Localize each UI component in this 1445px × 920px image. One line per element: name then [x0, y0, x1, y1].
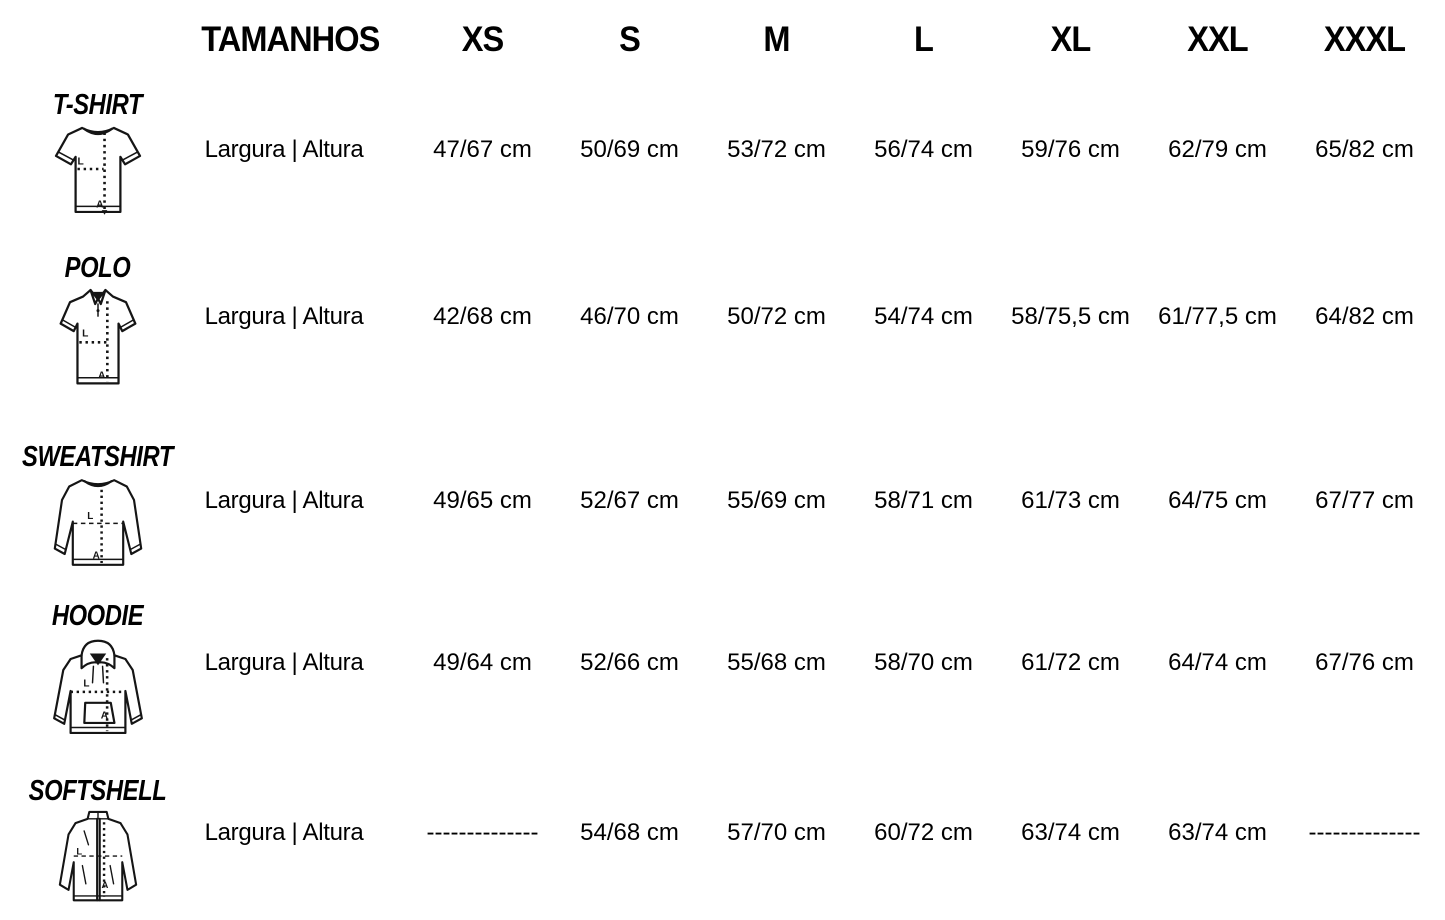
width-letter: L — [81, 328, 88, 340]
product-cell-polo — [0, 245, 195, 391]
hoodie-xxxl: 67/76 cm — [1315, 649, 1414, 676]
product-name-sweatshirt: SWEATSHIRT — [22, 441, 173, 473]
tshirt-l: 56/74 cm — [874, 136, 973, 163]
polo-m: 50/72 cm — [727, 303, 826, 330]
sweatshirt-icon — [44, 473, 152, 572]
product-name-polo: POLO — [64, 252, 131, 284]
hoodie-xl: 61/72 cm — [1021, 649, 1120, 676]
product-cell-softshell — [0, 760, 195, 910]
polo-xxxl: 64/82 cm — [1315, 303, 1414, 330]
tshirt-xs: 47/67 cm — [433, 136, 532, 163]
header-size-xl: XL — [1050, 20, 1091, 59]
table-row-polo — [0, 245, 1445, 430]
product-cell-sweatshirt — [0, 430, 195, 572]
product-name-hoodie: HOODIE — [51, 600, 144, 632]
tshirt-m: 53/72 cm — [727, 136, 826, 163]
tshirt-s: 50/69 cm — [580, 136, 679, 163]
polo-s: 46/70 cm — [580, 303, 679, 330]
measure-label-softshell: Largura | Altura — [204, 819, 364, 846]
tshirt-xxl: 62/79 cm — [1168, 136, 1267, 163]
table-row-sweatshirt — [0, 430, 1445, 590]
hoodie-xs: 49/64 cm — [433, 649, 532, 676]
softshell-s: 54/68 cm — [580, 819, 679, 846]
height-letter: A — [100, 880, 108, 892]
product-name-softshell: SOFTSHELL — [28, 775, 167, 807]
height-letter: A — [95, 199, 104, 211]
measure-label-tshirt: Largura | Altura — [204, 136, 364, 163]
product-cell-hoodie — [0, 590, 195, 743]
header-size-s: S — [619, 20, 640, 59]
softshell-l: 60/72 cm — [874, 819, 973, 846]
hoodie-m: 55/68 cm — [727, 649, 826, 676]
tshirt-icon — [42, 122, 154, 216]
softshell-icon — [46, 810, 150, 910]
header-size-l: L — [914, 20, 933, 59]
hoodie-xxl: 64/74 cm — [1168, 649, 1267, 676]
table-header — [0, 0, 1445, 85]
width-letter: L — [75, 846, 82, 858]
width-letter: L — [82, 678, 90, 690]
softshell-xxl: 63/74 cm — [1168, 819, 1267, 846]
width-letter: L — [86, 510, 93, 522]
hoodie-icon — [43, 638, 153, 743]
product-name-tshirt: T-SHIRT — [52, 89, 143, 121]
polo-xs: 42/68 cm — [433, 303, 532, 330]
tshirt-xxxl: 65/82 cm — [1315, 136, 1414, 163]
header-size-xs: XS — [461, 20, 504, 59]
measure-label-sweatshirt: Largura | Altura — [204, 487, 364, 514]
sweatshirt-xl: 61/73 cm — [1021, 487, 1120, 514]
header-size-xxxl: XXXL — [1323, 20, 1406, 59]
polo-xxl: 61/77,5 cm — [1158, 303, 1277, 330]
sweatshirt-xxxl: 67/77 cm — [1315, 487, 1414, 514]
header-tamanhos: TAMANHOS — [201, 20, 380, 59]
measure-label-hoodie: Largura | Altura — [204, 649, 364, 676]
sweatshirt-xs: 49/65 cm — [433, 487, 532, 514]
sweatshirt-m: 55/69 cm — [727, 487, 826, 514]
product-cell-tshirt — [0, 85, 195, 216]
sweatshirt-l: 58/71 cm — [874, 487, 973, 514]
table-row-tshirt — [0, 85, 1445, 245]
sweatshirt-s: 52/67 cm — [580, 487, 679, 514]
hoodie-l: 58/70 cm — [874, 649, 973, 676]
table-row-hoodie — [0, 590, 1445, 760]
width-letter: L — [76, 156, 84, 168]
softshell-m: 57/70 cm — [727, 819, 826, 846]
height-letter: A — [92, 550, 100, 562]
polo-icon — [42, 288, 154, 391]
measure-label-polo: Largura | Altura — [204, 303, 364, 330]
table-row-softshell — [0, 760, 1445, 920]
polo-l: 54/74 cm — [874, 303, 973, 330]
header-size-xxl: XXL — [1187, 20, 1248, 59]
softshell-xxxl: -------------- — [1308, 819, 1421, 846]
header-size-m: M — [763, 20, 790, 59]
height-letter: A — [97, 370, 105, 382]
hoodie-s: 52/66 cm — [580, 649, 679, 676]
tshirt-xl: 59/76 cm — [1021, 136, 1120, 163]
softshell-xl: 63/74 cm — [1021, 819, 1120, 846]
softshell-xs: -------------- — [426, 819, 539, 846]
polo-xl: 58/75,5 cm — [1011, 303, 1130, 330]
height-letter: A — [100, 710, 108, 722]
sweatshirt-xxl: 64/75 cm — [1168, 487, 1267, 514]
